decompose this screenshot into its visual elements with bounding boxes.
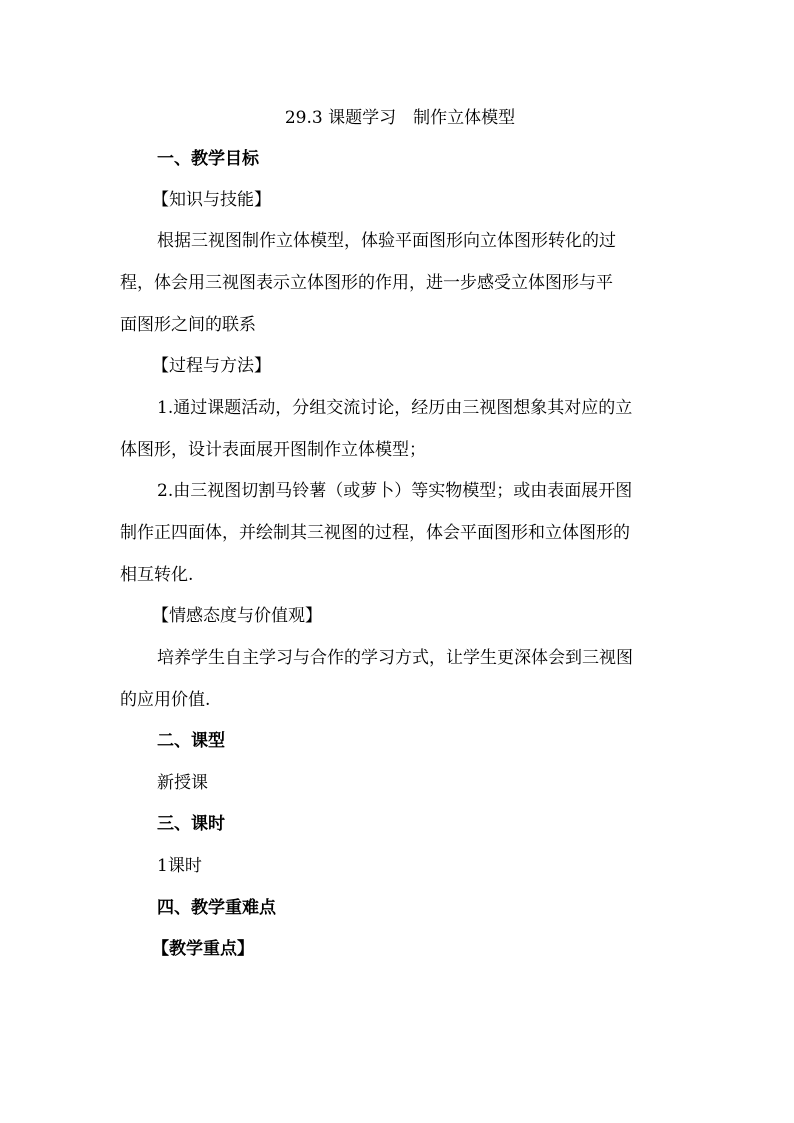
- section-heading-objectives: 一、教学目标: [157, 149, 259, 169]
- paragraph-line: 制作正四面体，并绘制其三视图的过程，体会平面图形和立体图形的: [120, 523, 630, 543]
- paragraph-line: 的应用价值.: [120, 690, 211, 710]
- subheading-knowledge: 【知识与技能】: [152, 190, 271, 210]
- paragraph-line: 相互转化.: [120, 565, 194, 585]
- paragraph-line: 体图形，设计表面展开图制作立体模型；: [120, 440, 426, 460]
- paragraph-line: 程，体会用三视图表示立体图形的作用，进一步感受立体图形与平: [120, 273, 613, 293]
- paragraph-line: 2.由三视图切割马铃薯（或萝卜）等实物模型；或由表面展开图: [157, 481, 633, 501]
- paragraph-line: 根据三视图制作立体模型，体验平面图形向立体图形转化的过: [157, 231, 616, 251]
- paragraph-line: 培养学生自主学习与合作的学习方式，让学生更深体会到三视图: [157, 648, 633, 668]
- lesson-hours-value: 1课时: [157, 856, 202, 876]
- subheading-key: 【教学重点】: [152, 939, 254, 959]
- subheading-emotion: 【情感态度与价值观】: [152, 606, 322, 626]
- section-heading-key-points: 四、教学重难点: [157, 898, 276, 918]
- subheading-process: 【过程与方法】: [152, 356, 271, 376]
- section-heading-lesson-hours: 三、课时: [157, 814, 225, 834]
- lesson-type-value: 新授课: [157, 773, 208, 793]
- document-title: 29.3 课题学习 制作立体模型: [284, 108, 516, 128]
- paragraph-line: 面图形之间的联系: [120, 315, 256, 335]
- section-heading-lesson-type: 二、课型: [157, 731, 225, 751]
- paragraph-line: 1.通过课题活动，分组交流讨论，经历由三视图想象其对应的立: [157, 398, 633, 418]
